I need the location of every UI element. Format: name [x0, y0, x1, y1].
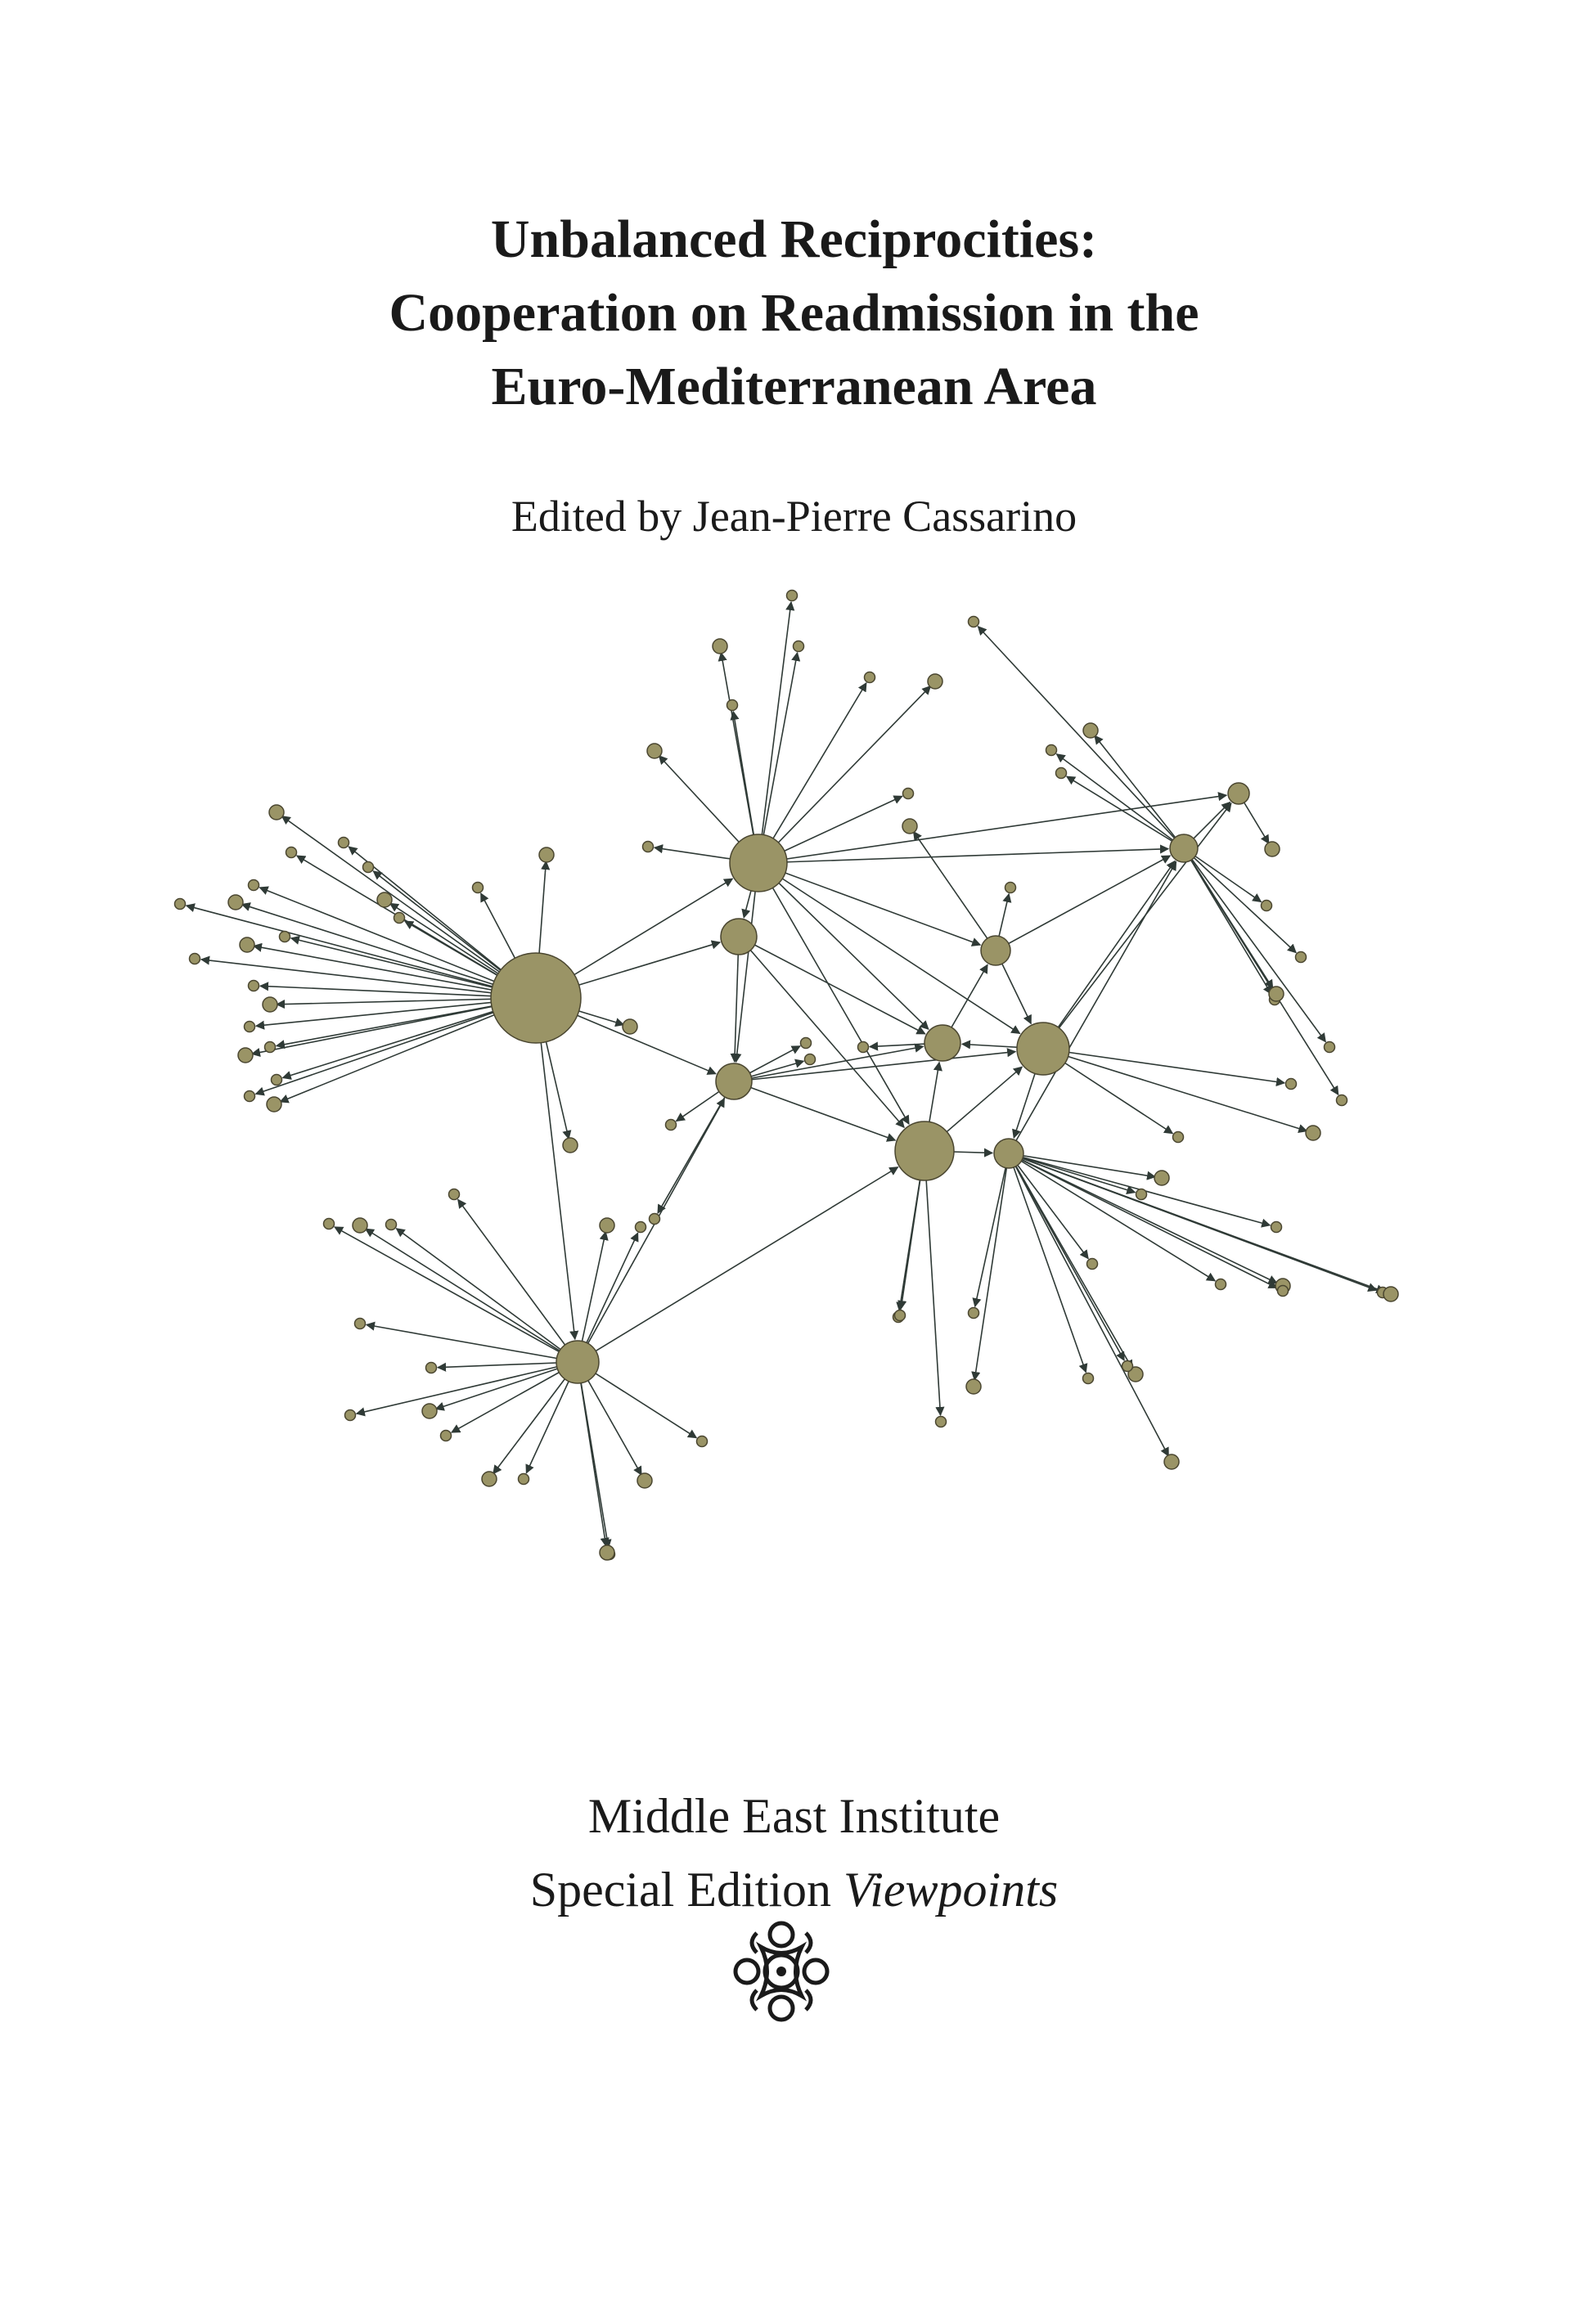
graph-leaf-node: [267, 1097, 281, 1112]
graph-edge: [758, 863, 909, 1124]
title-line-3: Euro-Mediterranean Area: [491, 357, 1097, 416]
graph-leaf-node: [801, 1038, 812, 1049]
graph-edge: [758, 686, 930, 863]
graph-leaf-node: [1083, 723, 1098, 738]
graph-leaf-node: [902, 819, 917, 834]
graph-nodes: [175, 591, 1399, 1561]
graph-leaf-node: [473, 883, 484, 893]
graph-leaf-node: [858, 1042, 869, 1053]
graph-leaf-node: [1173, 1132, 1184, 1143]
graph-edge: [1043, 1049, 1307, 1131]
graph-edge: [367, 1324, 578, 1362]
graph-edge: [536, 998, 575, 1339]
graph-hub-node: [1017, 1023, 1069, 1075]
graph-edge: [335, 1227, 578, 1362]
graph-leaf-node: [928, 674, 942, 689]
title-line-1: Unbalanced Reciprocities:: [490, 209, 1098, 269]
graph-leaf-node: [426, 1363, 437, 1373]
graph-leaf-node: [1046, 745, 1057, 756]
graph-hub-node: [716, 1063, 752, 1099]
graph-leaf-node: [190, 954, 200, 964]
graph-leaf-node: [363, 862, 374, 873]
title-line-2: Cooperation on Readmission in the: [389, 283, 1199, 343]
graph-leaf-node: [650, 1214, 660, 1225]
graph-leaf-node: [600, 1218, 614, 1233]
graph-leaf-node: [643, 842, 654, 852]
graph-leaf-node: [637, 1473, 652, 1488]
graph-edge: [758, 863, 929, 1029]
graph-edge: [758, 863, 980, 945]
graph-edge: [366, 1229, 578, 1362]
graph-edge: [978, 627, 1184, 848]
graph-leaf-node: [386, 1220, 397, 1230]
graph-leaf-node: [280, 932, 290, 942]
graph-edge: [282, 816, 536, 998]
series-name: [0, 1853, 1588, 1926]
graph-leaf-node: [697, 1436, 708, 1447]
graph-edge: [974, 1153, 1009, 1380]
graph-leaf-node: [1056, 768, 1067, 779]
graph-edge: [396, 1229, 578, 1362]
graph-hub-node: [730, 834, 787, 892]
graph-leaf-node: [249, 880, 259, 891]
graph-leaf-node: [238, 1048, 253, 1063]
graph-leaf-node: [175, 899, 186, 910]
graph-leaf-node: [1306, 1126, 1320, 1140]
graph-edge: [1043, 803, 1231, 1049]
graph-leaf-node: [666, 1120, 677, 1131]
graph-edge: [242, 904, 536, 998]
graph-leaf-node: [623, 1019, 637, 1034]
graph-leaf-node: [441, 1431, 452, 1441]
graph-leaf-node: [519, 1474, 529, 1485]
graph-leaf-node: [969, 617, 979, 627]
graph-leaf-node: [339, 838, 349, 848]
graph-hub-node: [981, 936, 1010, 965]
graph-edges: [187, 602, 1385, 1548]
graph-leaf-node: [787, 591, 798, 601]
graph-hub-node: [924, 1025, 960, 1061]
graph-leaf-node: [805, 1054, 816, 1065]
graph-edge: [1184, 848, 1338, 1095]
graph-edge: [914, 832, 996, 951]
graph-edge: [187, 906, 536, 998]
graph-leaf-node: [1087, 1259, 1098, 1270]
graph-leaf-node: [794, 641, 804, 652]
graph-leaf-node: [324, 1219, 335, 1229]
graph-leaf-node: [345, 1410, 356, 1421]
graph-hub-node: [556, 1341, 599, 1383]
graph-leaf-node: [394, 913, 405, 924]
graph-leaf-node: [377, 892, 392, 907]
graph-edge: [1009, 861, 1176, 1153]
graph-leaf-node: [727, 700, 738, 711]
graph-edge: [975, 1153, 1009, 1306]
graph-hub-node: [721, 919, 757, 955]
graph-hub-node: [994, 1139, 1023, 1168]
graph-edge: [1067, 776, 1184, 848]
graph-leaf-node: [249, 981, 259, 991]
graph-leaf-node: [269, 805, 284, 820]
graph-edge: [739, 937, 904, 1127]
series-prefix: Special Edition: [529, 1863, 832, 1917]
graph-edge: [458, 1199, 578, 1362]
graph-leaf-node: [263, 997, 277, 1012]
graph-edge: [758, 602, 791, 863]
graph-leaf-node: [539, 847, 554, 862]
graph-edge: [658, 1081, 734, 1213]
graph-leaf-node: [1122, 1361, 1133, 1372]
graph-leaf-node: [1265, 842, 1280, 856]
graph-leaf-node: [1337, 1095, 1347, 1106]
graph-leaf-node: [903, 789, 914, 799]
graph-edge: [1009, 1153, 1215, 1281]
graph-edge: [578, 1167, 898, 1362]
graph-edge: [996, 856, 1170, 951]
graph-edge: [578, 1362, 606, 1546]
graph-leaf-node: [422, 1404, 437, 1418]
graph-leaf-node: [245, 1022, 255, 1032]
graph-leaf-node: [1286, 1079, 1297, 1090]
graph-leaf-node: [600, 1545, 614, 1560]
graph-leaf-node: [1271, 1222, 1282, 1233]
graph-leaf-node: [1228, 783, 1249, 804]
graph-hub-node: [895, 1122, 954, 1180]
graph-leaf-node: [895, 1310, 906, 1321]
graph-leaf-node: [1083, 1373, 1094, 1384]
graph-edge: [736, 863, 758, 1062]
graph-leaf-node: [865, 672, 875, 683]
graph-leaf-node: [1278, 1286, 1289, 1297]
series-italic: Viewpoints: [843, 1863, 1059, 1917]
graph-leaf-node: [647, 744, 662, 758]
graph-leaf-node: [355, 1319, 366, 1329]
graph-leaf-node: [245, 1091, 255, 1102]
graph-edge: [1009, 1153, 1124, 1360]
graph-leaf-node: [1296, 952, 1307, 963]
publisher-name: Middle East Institute: [587, 1789, 1001, 1843]
graph-edge: [758, 849, 1168, 863]
editor-credit: Edited by Jean-Pierre Cassarino: [511, 492, 1077, 541]
graph-edge: [758, 795, 1226, 863]
graph-leaf-node: [353, 1218, 367, 1233]
graph-leaf-node: [482, 1472, 497, 1486]
graph-leaf-node: [272, 1075, 282, 1086]
graph-hub-node: [491, 953, 581, 1043]
graph-leaf-node: [1383, 1287, 1398, 1301]
graph-edge: [1009, 1153, 1384, 1292]
graph-leaf-node: [1164, 1454, 1179, 1469]
graph-leaf-node: [563, 1138, 578, 1153]
graph-leaf-node: [936, 1417, 947, 1427]
graph-leaf-node: [636, 1222, 646, 1233]
graph-leaf-node: [265, 1042, 276, 1053]
graph-leaf-node: [1154, 1171, 1169, 1185]
graph-edge: [1184, 848, 1325, 1042]
ornamental-knot-icon: [732, 1918, 830, 2025]
graph-leaf-node: [449, 1189, 460, 1200]
graph-leaf-node: [966, 1379, 981, 1394]
graph-leaf-node: [228, 895, 243, 910]
graph-leaf-node: [1216, 1279, 1226, 1290]
graph-leaf-node: [1325, 1042, 1335, 1053]
publisher-block: [0, 1779, 1588, 1926]
graph-hub-node: [1170, 834, 1198, 862]
graph-edge: [578, 1099, 724, 1362]
graph-leaf-node: [1005, 883, 1016, 893]
graph-edge: [1009, 1153, 1088, 1259]
graph-edge: [739, 937, 925, 1034]
graph-edge: [924, 1151, 941, 1415]
graph-leaf-node: [1262, 901, 1272, 911]
graph-leaf-node: [1269, 987, 1284, 1001]
graph-leaf-node: [240, 937, 254, 952]
graph-leaf-node: [713, 639, 727, 654]
graph-leaf-node: [286, 847, 297, 858]
graph-edge: [1043, 1049, 1284, 1083]
graph-leaf-node: [1136, 1189, 1147, 1200]
graph-leaf-node: [969, 1308, 979, 1319]
